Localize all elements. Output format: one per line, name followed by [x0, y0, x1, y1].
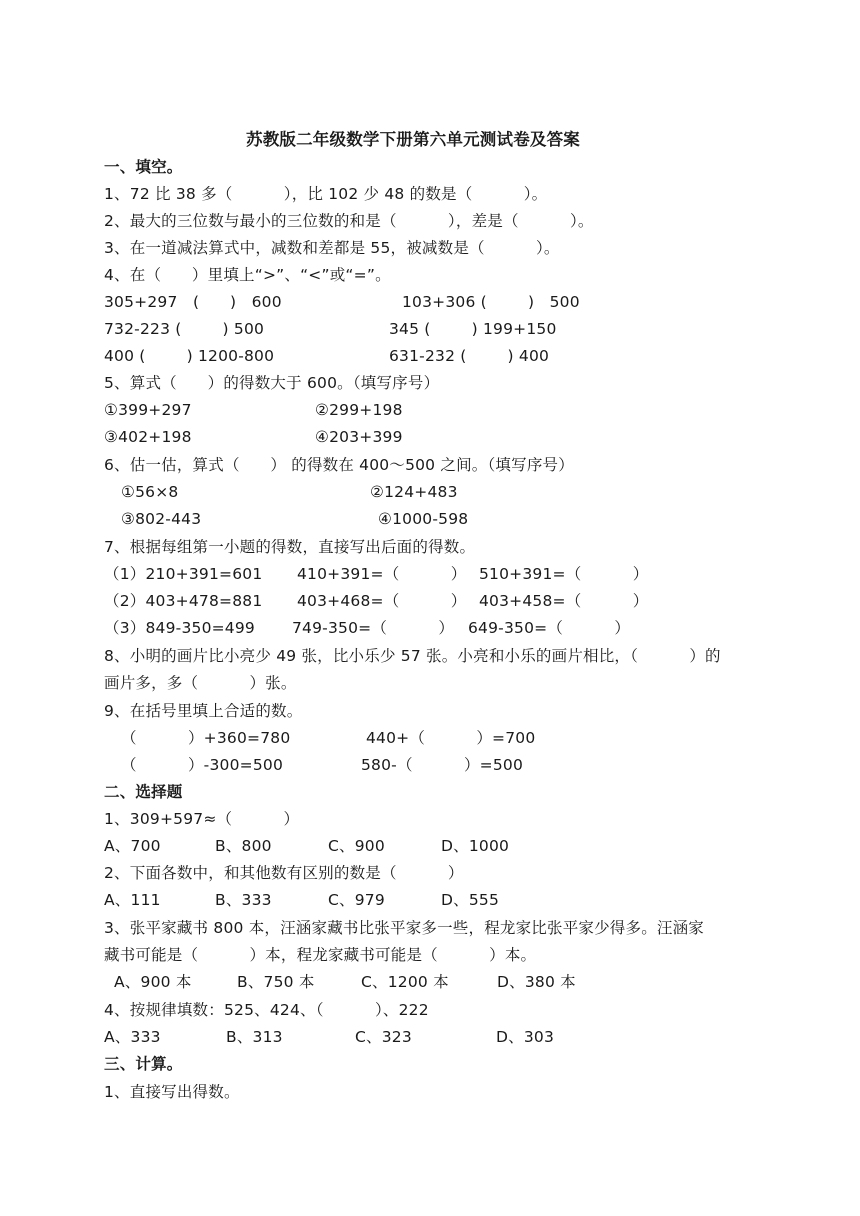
choice-option: C、900	[328, 837, 385, 855]
calc-item: 410+391=（ ）	[297, 565, 467, 583]
option-item: ①56×8	[121, 483, 179, 501]
question-1-4: 4、在（ ）里填上“>”、“<”或“=”。	[104, 266, 391, 284]
fill-item: （ ）-300=500	[121, 756, 284, 774]
question-2-3-cont: 藏书可能是（ ）本，程龙家藏书可能是（ ）本。	[104, 946, 537, 964]
calc-item: 649-350=（ ）	[468, 619, 631, 637]
option-item: ④203+399	[315, 428, 403, 446]
question-2-2: 2、下面各数中，和其他数有区别的数是（ ）	[104, 864, 464, 882]
question-1-6: 6、估一估，算式（ ） 的得数在 400～500 之间。（填写序号）	[104, 456, 574, 474]
choice-option: C、979	[328, 891, 385, 909]
choice-option: D、1000	[441, 837, 510, 855]
question-2-3: 3、张平家藏书 800 本，汪涵家藏书比张平家多一些，程龙家比张平家少得多。汪涵家	[104, 919, 705, 937]
calc-item: 510+391=（ ）	[479, 565, 649, 583]
calc-item: 749-350=（ ）	[292, 619, 455, 637]
choice-option: C、1200 本	[361, 973, 449, 991]
question-1-9: 9、在括号里填上合适的数。	[104, 702, 303, 720]
question-1-1: 1、72 比 38 多（ ），比 102 少 48 的数是（ ）。	[104, 185, 548, 203]
choice-option: A、700	[104, 837, 161, 855]
question-1-7: 7、根据每组第一小题的得数，直接写出后面的得数。	[104, 538, 476, 556]
fill-item: 440+（ ）=700	[366, 729, 536, 747]
choice-option: B、800	[215, 837, 272, 855]
calc-item: （2）403+478=881	[104, 592, 263, 610]
choice-option: B、333	[215, 891, 272, 909]
page-title: 苏教版二年级数学下册第六单元测试卷及答案	[246, 130, 580, 149]
option-item: ②124+483	[370, 483, 458, 501]
question-3-1: 1、直接写出得数。	[104, 1083, 240, 1101]
compare-item: 103+306 ( ) 500	[402, 293, 580, 311]
fill-item: （ ）+360=780	[121, 729, 291, 747]
option-item: ③402+198	[104, 428, 192, 446]
choice-option: A、111	[104, 891, 161, 909]
section-3-heading: 三、计算。	[104, 1055, 183, 1073]
option-item: ③802-443	[121, 510, 202, 528]
choice-option: D、303	[496, 1028, 555, 1046]
section-1-heading: 一、填空。	[104, 158, 183, 176]
question-1-2: 2、最大的三位数与最小的三位数的和是（ ），差是（ ）。	[104, 212, 594, 230]
section-2-heading: 二、选择题	[104, 783, 183, 801]
choice-option: B、750 本	[237, 973, 315, 991]
compare-item: 345 ( ) 199+150	[389, 320, 557, 338]
compare-item: 732-223 ( ) 500	[104, 320, 265, 338]
question-2-1: 1、309+597≈（ ）	[104, 810, 300, 828]
compare-item: 631-232 ( ) 400	[389, 347, 550, 365]
calc-item: 403+458=（ ）	[479, 592, 649, 610]
option-item: ④1000-598	[378, 510, 469, 528]
choice-option: C、323	[355, 1028, 412, 1046]
choice-option: D、380 本	[497, 973, 576, 991]
calc-item: 403+468=（ ）	[297, 592, 467, 610]
question-2-4: 4、按规律填数：525、424、（ ）、222	[104, 1001, 429, 1019]
option-item: ①399+297	[104, 401, 192, 419]
question-1-3: 3、在一道减法算式中，减数和差都是 55，被减数是（ ）。	[104, 239, 560, 257]
choice-option: A、333	[104, 1028, 161, 1046]
calc-item: （3）849-350=499	[104, 619, 255, 637]
calc-item: （1）210+391=601	[104, 565, 263, 583]
question-1-8: 8、小明的画片比小亮少 49 张，比小乐少 57 张。小亮和小乐的画片相比，（ ）的	[104, 647, 721, 665]
choice-option: B、313	[226, 1028, 283, 1046]
question-1-8-cont: 画片多，多（ ）张。	[104, 674, 297, 692]
question-1-5: 5、算式（ ）的得数大于 600。（填写序号）	[104, 374, 440, 392]
compare-item: 305+297 ( ) 600	[104, 293, 282, 311]
choice-option: D、555	[441, 891, 500, 909]
fill-item: 580-（ ）=500	[361, 756, 524, 774]
choice-option: A、900 本	[114, 973, 192, 991]
compare-item: 400 ( ) 1200-800	[104, 347, 275, 365]
option-item: ②299+198	[315, 401, 403, 419]
